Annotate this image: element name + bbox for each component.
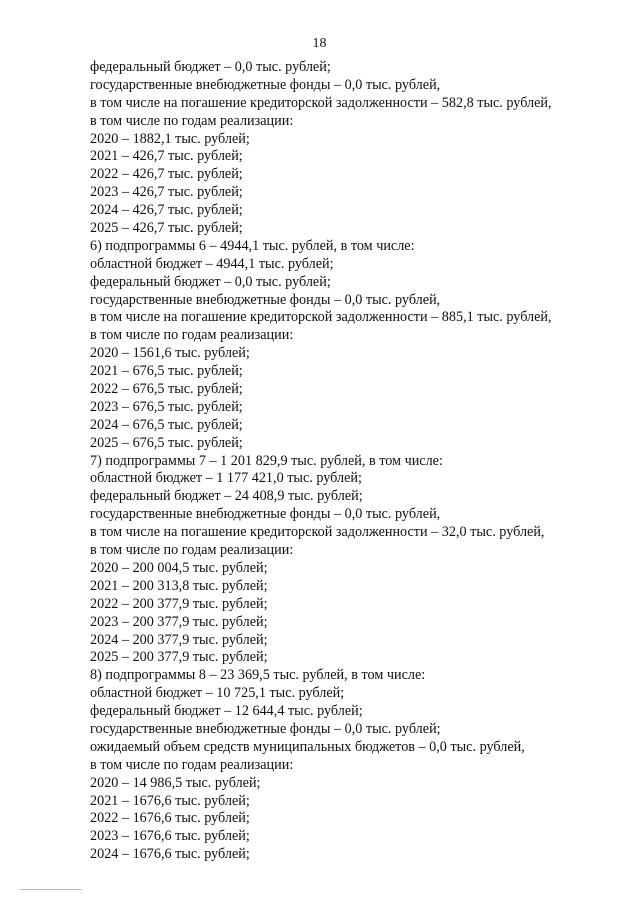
text-line: областной бюджет – 1 177 421,0 тыс. рублей; <box>90 470 362 487</box>
text-line: 7) подпрограммы 7 – 1 201 829,9 тыс. рублей, в том числе: <box>90 452 443 469</box>
text-line: 2024 – 1676,6 тыс. рублей; <box>90 846 250 863</box>
text-line: 2024 – 200 377,9 тыс. рублей; <box>90 631 268 648</box>
footer-rule <box>20 889 82 890</box>
text-line: 2022 – 1676,6 тыс. рублей; <box>90 810 250 827</box>
text-line: 2024 – 426,7 тыс. рублей; <box>90 202 243 219</box>
text-line: 2025 – 676,5 тыс. рублей; <box>90 434 243 451</box>
text-line: 2023 – 676,5 тыс. рублей; <box>90 398 243 415</box>
text-line: в том числе по годам реализации: <box>90 756 294 773</box>
text-line: государственные внебюджетные фонды – 0,0 тыс. рублей, <box>90 506 441 523</box>
text-line: в том числе на погашение кредиторской задолженности – 582,8 тыс. рублей, <box>90 94 552 111</box>
text-line: 2020 – 14 986,5 тыс. рублей; <box>90 774 261 791</box>
text-line: 2020 – 1882,1 тыс. рублей; <box>90 130 250 147</box>
text-line: ожидаемый объем средств муниципальных бюджетов – 0,0 тыс. рублей, <box>90 738 525 755</box>
text-line: 2023 – 200 377,9 тыс. рублей; <box>90 613 268 630</box>
text-line: 2020 – 1561,6 тыс. рублей; <box>90 345 250 362</box>
text-line: в том числе на погашение кредиторской задолженности – 32,0 тыс. рублей, <box>90 524 545 541</box>
text-line: федеральный бюджет – 24 408,9 тыс. рублей; <box>90 488 363 505</box>
text-line: 2025 – 426,7 тыс. рублей; <box>90 220 243 237</box>
text-line: федеральный бюджет – 12 644,4 тыс. рублей; <box>90 703 363 720</box>
text-line: 6) подпрограммы 6 – 4944,1 тыс. рублей, в том числе: <box>90 237 415 254</box>
text-line: в том числе по годам реализации: <box>90 112 294 129</box>
text-line: 2022 – 200 377,9 тыс. рублей; <box>90 595 268 612</box>
text-line: 2021 – 676,5 тыс. рублей; <box>90 363 243 380</box>
text-line: областной бюджет – 4944,1 тыс. рублей; <box>90 255 334 272</box>
text-line: 2025 – 200 377,9 тыс. рублей; <box>90 649 268 666</box>
text-line: федеральный бюджет – 0,0 тыс. рублей; <box>90 273 331 290</box>
text-line: государственные внебюджетные фонды – 0,0 тыс. рублей, <box>90 291 441 308</box>
text-line: 2022 – 426,7 тыс. рублей; <box>90 166 243 183</box>
text-line: 2022 – 676,5 тыс. рублей; <box>90 381 243 398</box>
page-number: 18 <box>312 36 327 51</box>
text-line: в том числе по годам реализации: <box>90 542 294 559</box>
text-line: в том числе по годам реализации: <box>90 327 294 344</box>
text-line: 8) подпрограммы 8 – 23 369,5 тыс. рублей, в том числе: <box>90 667 426 684</box>
text-line: федеральный бюджет – 0,0 тыс. рублей; <box>90 59 331 75</box>
text-line: областной бюджет – 10 725,1 тыс. рублей; <box>90 685 345 702</box>
text-line: 2021 – 1676,6 тыс. рублей; <box>90 792 250 809</box>
text-line: государственные внебюджетные фонды – 0,0 тыс. рублей; <box>90 720 441 737</box>
text-line: 2023 – 1676,6 тыс. рублей; <box>90 828 250 845</box>
text-line: 2021 – 426,7 тыс. рублей; <box>90 148 243 165</box>
text-line: в том числе на погашение кредиторской задолженности – 885,1 тыс. рублей, <box>90 309 552 326</box>
text-line: 2023 – 426,7 тыс. рублей; <box>90 184 243 201</box>
text-line: 2024 – 676,5 тыс. рублей; <box>90 416 243 433</box>
text-line: 2021 – 200 313,8 тыс. рублей; <box>90 577 268 594</box>
document-body <box>90 59 620 864</box>
text-line: 2020 – 200 004,5 тыс. рублей; <box>90 559 268 576</box>
text-line: государственные внебюджетные фонды – 0,0 тыс. рублей, <box>90 76 441 93</box>
